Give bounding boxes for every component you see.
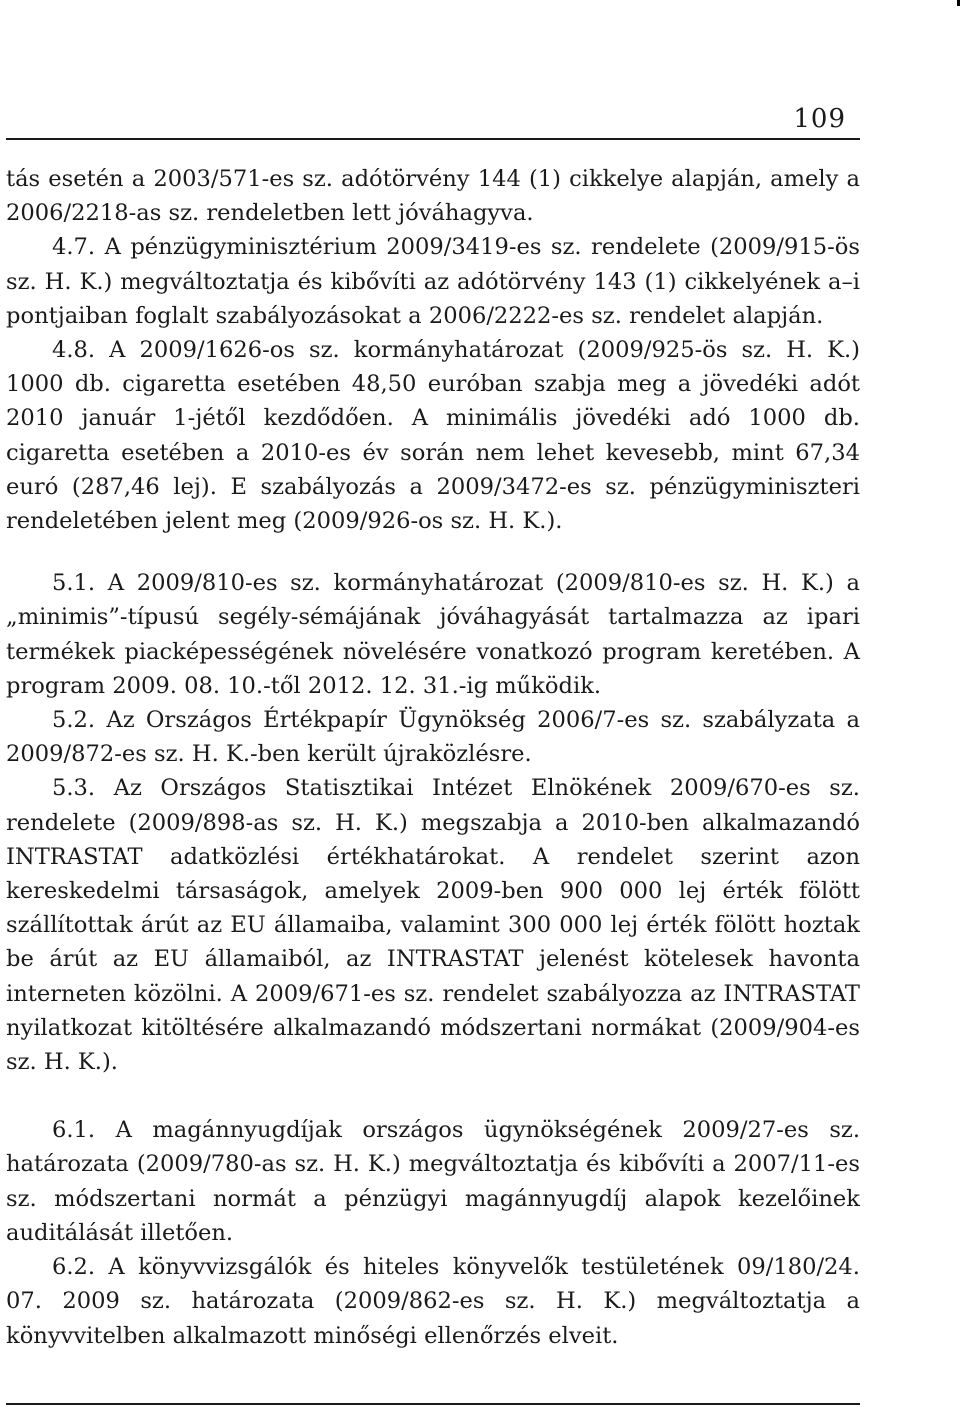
footer-rule <box>6 1403 860 1405</box>
page-number: 109 <box>793 104 846 134</box>
paragraph-6-1: 6.1. A magánnyugdíjak országos ügynökségének 2009/27-es sz. határozata (2009/780-as sz. H. K.) megváltoztatja és kibővíti a 2007/11-es sz. módszertani normát a pénzügyi magánnyugdíj alapok kezelőinek auditálását illetően. <box>6 1117 860 1246</box>
section-gap <box>6 1079 860 1113</box>
section-gap <box>6 538 860 566</box>
paragraph-continuation: tás esetén a 2003/571-es sz. adótörvény 144 (1) cikkelye alapján, amely a 2006/2218-as sz. rendeletben lett jóváhagyva. <box>6 166 860 227</box>
paragraph-5-1: 5.1. A 2009/810-es sz. kormányhatározat (2009/810-es sz. H. K.) a „minimis”-típusú segély-sémájának jóváhagyását tartalmazza az ipari termékek piacképességének növelésére vonatkozó program keretében. A program 2009. 08. 10.-től 2012. 12. 31.-ig működik. <box>6 570 860 699</box>
page-body <box>6 162 860 1353</box>
paragraph-4-7: 4.7. A pénzügyminisztérium 2009/3419-es sz. rendelete (2009/915-ös sz. H. K.) megváltoztatja és kibővíti az adótörvény 143 (1) cikkelyének a–i pontjaiban foglalt szabályozásokat a 2006/2222-es sz. rendelet alapján. <box>6 234 860 329</box>
header-rule <box>6 138 860 140</box>
paragraph-5-3: 5.3. Az Országos Statisztikai Intézet Elnökének 2009/670-es sz. rendelete (2009/898-as sz. H. K.) megszabja a 2010-ben alkalmazandó INTRASTAT adatközlési értékhatárokat. A rendelet szerint azon kereskedelmi társaságok, amelyek 2009-ben 900 000 lej érték fölött szállítottak árút az EU államaiba, valamint 300 000 lej érték fölött hoztak be árút az EU államaiból, az INTRASTAT jelenést kötelesek havonta interneten közölni. A 2009/671-es sz. rendelet szabályozza az INTRASTAT nyilatkozat kitöltésére alkalmazandó módszertani normákat (2009/904-es sz. H. K.). <box>6 775 860 1076</box>
paragraph-6-2: 6.2. A könyvvizsgálók és hiteles könyvelők testületének 09/180/24. 07. 2009 sz. határozata (2009/862-es sz. H. K.) megváltoztatja a könyvvitelben alkalmazott minőségi ellenőrzés elveit. <box>6 1254 860 1349</box>
paragraph-5-2: 5.2. Az Országos Értékpapír Ügynökség 2006/7-es sz. szabályzata a 2009/872-es sz. H. K.-ben került újraközlésre. <box>6 707 860 768</box>
paragraph-4-8: 4.8. A 2009/1626-os sz. kormányhatározat (2009/925-ös sz. H. K.) 1000 db. cigaretta esetében 48,50 euróban szabja meg a jövedéki adót 2010 január 1-jétől kezdődően. A minimális jövedéki adó 1000 db. cigaretta esetében a 2010-es év során nem lehet kevesebb, mint 67,34 euró (287,46 lej). E szabályozás a 2009/3472-es sz. pénzügyminiszteri rendeletében jelent meg (2009/926-os sz. H. K.). <box>6 337 860 535</box>
